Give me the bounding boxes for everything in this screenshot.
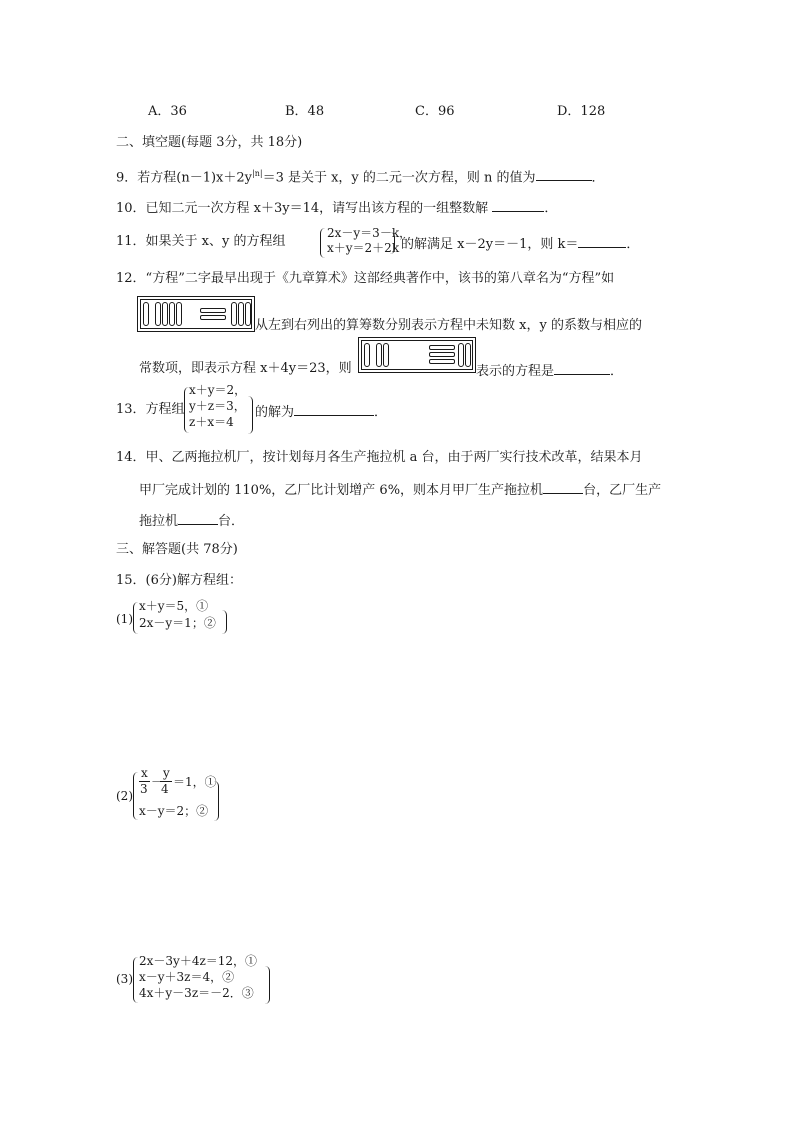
q11-mid: 的解满足 x－2y＝－1，则 k＝ — [401, 237, 579, 252]
q10-answer-blank[interactable] — [492, 198, 544, 212]
q11-eq1: 2x－y＝3－k， — [327, 226, 412, 240]
q13-right-brace — [248, 396, 253, 434]
q14-answer-blank-1[interactable] — [543, 480, 583, 494]
counting-rods-question — [358, 337, 476, 373]
q15-part2-rest1: ＝1，① — [173, 775, 217, 789]
q9-pre: 9．若方程(n－1)x＋2y — [116, 170, 253, 186]
section-2-title: 二、填空题(每题 3分，共 18分) — [116, 135, 303, 150]
rod-icon — [200, 315, 226, 320]
q15-part3-eq1: 2x－3y＋4z＝12，① — [139, 954, 258, 968]
q15-part2-label: (2) — [116, 789, 133, 803]
q9-mid: ＝3 是关于 x，y 的二元一次方程，则 n 的值为 — [262, 170, 536, 186]
question-10 — [116, 198, 557, 217]
q11-eq2: x＋y＝2＋2k — [327, 241, 400, 255]
q14-line2-mid: 台，乙厂生产 — [583, 483, 662, 498]
rod-icon — [429, 345, 455, 350]
section-3-title: 三、解答题(共 78分) — [116, 542, 238, 557]
q15-part3-eq2: x－y＋3z＝4，② — [139, 970, 235, 984]
q15-part3-label: (3) — [116, 972, 133, 986]
q15-title: 15．(6分)解方程组： — [116, 573, 242, 588]
q15-part2-right-brace — [214, 781, 219, 821]
rod-icon — [376, 343, 382, 367]
q11-left-brace — [320, 228, 326, 258]
choice-b: B．48 — [285, 104, 325, 119]
q14-line2 — [139, 480, 661, 499]
rod-icon — [429, 352, 455, 357]
rod-icon — [364, 343, 370, 367]
q14-line2-pre: 甲厂完成计划的 110%，乙厂比计划增产 6%，则本月甲厂生产拖拉机 — [139, 483, 544, 498]
q12-line3-pre: 常数项，即表示方程 x＋4y＝23，则 — [139, 361, 352, 376]
q13-pre: 13．方程组 — [116, 402, 185, 417]
q11-end: ． — [626, 237, 640, 252]
rod-icon — [245, 302, 251, 326]
q12-tail — [476, 361, 623, 380]
q14-line3 — [139, 511, 244, 530]
question-9 — [116, 166, 605, 186]
rod-icon — [429, 359, 455, 364]
rod-icon — [143, 302, 149, 326]
q13-answer-blank[interactable] — [294, 402, 374, 416]
q15-part2-den2: 4 — [161, 782, 169, 796]
q9-end: ． — [591, 170, 605, 186]
rod-icon — [238, 302, 244, 326]
q15-part1-label: (1) — [116, 612, 133, 626]
q15-part2-den1: 3 — [140, 782, 148, 796]
rod-icon — [465, 343, 471, 367]
q13-eq3: z＋x＝4 — [189, 415, 234, 429]
q12-line2: 从左到右列出的算筹数分别表示方程中未知数 x，y 的系数与相应的 — [255, 318, 642, 333]
choice-a: A．36 — [148, 104, 187, 119]
q12-line3-post: 表示的方程是 — [476, 364, 555, 379]
q12-line1: 12．“方程”二字最早出现于《九章算术》这部经典著作中，该书的第八章名为“方程”如 — [116, 271, 615, 286]
rod-icon — [162, 302, 168, 326]
rod-icon — [200, 308, 226, 313]
q14-line1: 14．甲、乙两拖拉机厂，按计划每月各生产拖拉机 a 台，由于两厂实行技术改革，结果本月 — [116, 450, 643, 465]
q14-line3-pre: 拖拉机 — [139, 514, 179, 529]
counting-rods-example — [137, 296, 255, 332]
rod-icon — [383, 343, 389, 367]
rod-icon — [458, 343, 464, 367]
choice-c: C．96 — [415, 104, 455, 119]
q13-eq1: x＋y＝2， — [189, 383, 247, 397]
q14-line3-end: 台． — [218, 514, 245, 529]
q13-eq2: y＋z＝3， — [189, 399, 246, 413]
rod-icon — [231, 302, 237, 326]
rod-icon — [176, 302, 182, 326]
q15-part2-eq2: x－y＝2；② — [139, 804, 209, 818]
q15-part1-eq1: x＋y＝5，① — [139, 599, 209, 613]
q13-mid: 的解为 — [255, 405, 295, 420]
q15-part1-right-brace — [222, 610, 227, 634]
q9-exponent: |n| — [252, 169, 263, 178]
q15-part3-eq3: 4x＋y－3z＝－2．③ — [139, 986, 254, 1000]
q15-part3-right-brace — [265, 966, 270, 1004]
q10-end: ． — [544, 201, 558, 216]
q15-part2-num1: x — [141, 766, 148, 780]
q12-end: ． — [610, 364, 624, 379]
q11-answer-blank[interactable] — [578, 234, 626, 248]
choice-d: D．128 — [557, 104, 606, 119]
q15-part1-eq2: 2x－y＝1；② — [139, 616, 216, 630]
q15-part2-minus: － — [151, 775, 164, 789]
q15-part2-num2: y — [163, 766, 170, 780]
q11-tail — [401, 234, 639, 253]
q12-answer-blank[interactable] — [554, 361, 610, 375]
q9-answer-blank[interactable] — [536, 167, 592, 181]
q11-right-brace — [390, 232, 395, 254]
rod-icon — [169, 302, 175, 326]
q11-pre: 11．如果关于 x、y 的方程组 — [116, 234, 286, 249]
q14-answer-blank-2[interactable] — [178, 511, 218, 525]
rod-icon — [155, 302, 161, 326]
q10-text: 10．已知二元一次方程 x＋3y＝14，请写出该方程的一组整数解 — [116, 201, 489, 216]
q13-end: ． — [374, 405, 388, 420]
q13-tail — [255, 402, 387, 421]
